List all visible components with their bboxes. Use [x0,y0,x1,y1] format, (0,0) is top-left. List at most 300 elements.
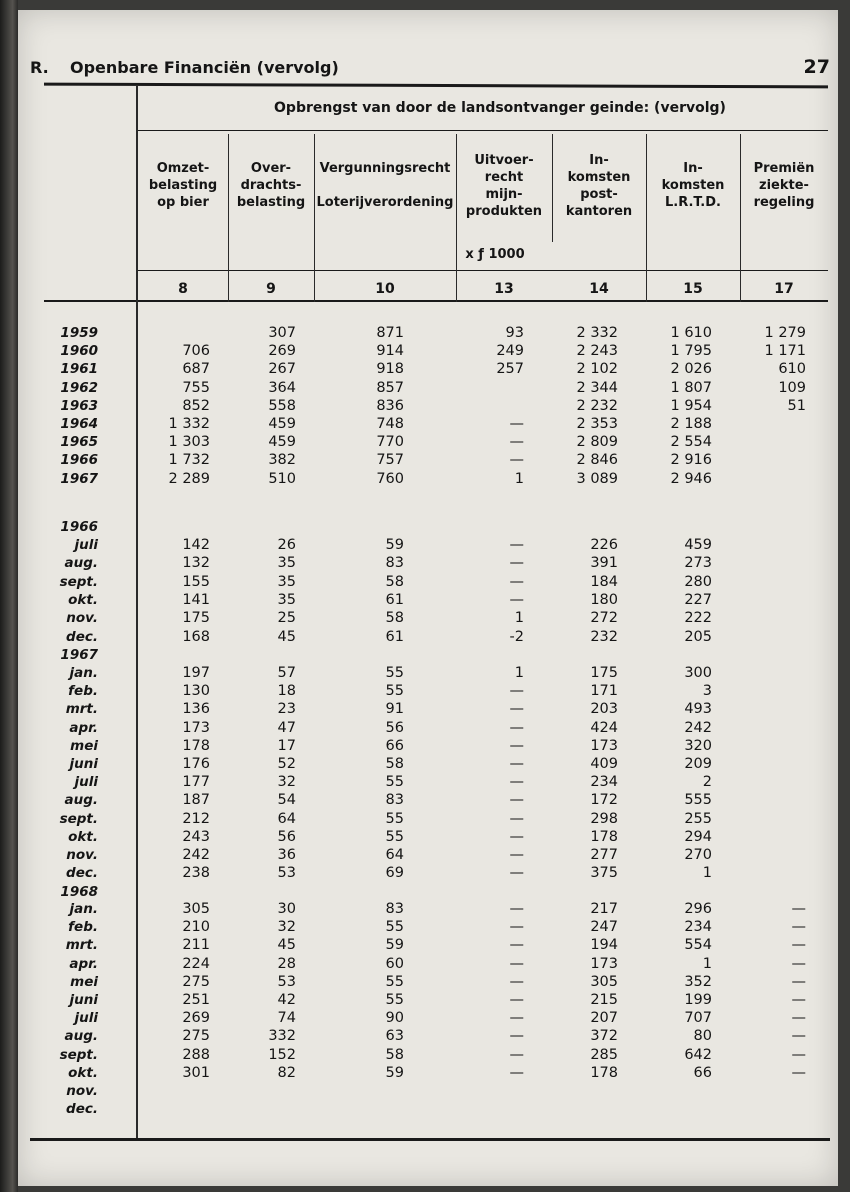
table-cell: 277 [590,847,618,863]
table-cell: 56 [277,828,296,845]
table-cell: — [509,1046,524,1063]
table-cell: 232 [590,628,618,645]
table-cell: 175 [590,665,618,681]
table-cell: 251 [182,992,210,1008]
table-cell: 642 [684,1046,712,1063]
table-cell: 61 [385,591,404,608]
table-cell: 59 [385,937,404,954]
table-row [0,324,850,342]
table-row [0,719,850,737]
table-row [0,1100,850,1118]
table-cell: 60 [385,955,404,972]
table-cell: 707 [684,1010,712,1027]
table-cell: 53 [277,865,296,882]
table-cell: 54 [277,792,296,809]
table-cell: 175 [182,610,210,627]
row-label: dec. [66,1101,98,1118]
column-header-line: mijn- [485,187,523,202]
table-cell: 32 [277,774,296,791]
table-row [0,415,850,433]
table-cell: — [509,847,524,863]
row-label: juni [69,756,98,772]
table-cell: 55 [385,919,404,936]
table-cell: — [509,701,524,718]
table-cell: 227 [684,591,712,608]
table-cell: 372 [590,1028,618,1045]
table-cell: 61 [385,628,404,645]
index-bottom-rule [44,300,828,302]
table-cell: 2 916 [670,452,712,469]
table-cell: 155 [182,573,210,590]
index-top-rule [138,270,828,271]
table-cell: 364 [268,379,296,396]
col-line-6 [740,134,741,302]
table-cell: 307 [268,325,296,341]
column-header-line: regeling [753,195,815,210]
row-label: 1962 [60,379,98,396]
table-cell: 132 [182,555,210,572]
table-cell: — [509,683,524,700]
table-cell: 706 [182,343,210,360]
table-cell: 66 [693,1064,712,1081]
table-cell: 176 [182,756,210,772]
table-row [0,828,850,846]
table-cell: — [509,919,524,936]
row-label: 1960 [60,343,98,360]
table-row [0,1009,850,1027]
column-header-4 [458,152,550,220]
table-cell: — [791,973,806,990]
table-cell: 871 [376,325,404,341]
col-line-2 [314,134,315,302]
column-header-line: L.R.T.D. [665,195,721,210]
table-cell: 234 [590,774,618,791]
table-row [0,773,850,791]
table-cell: 2 846 [576,452,618,469]
table-cell: — [791,1064,806,1081]
table-cell: 1 279 [764,325,806,341]
row-label: feb. [68,683,98,700]
col-line-1 [228,134,229,302]
table-cell: 2 809 [576,434,618,451]
table-cell: 257 [496,361,524,378]
column-header-line [316,177,454,194]
table-cell: 2 243 [576,343,618,360]
table-row [0,918,850,936]
table-cell: 914 [376,343,404,360]
row-label: nov. [66,847,98,863]
table-cell: 83 [385,792,404,809]
table-cell: 83 [385,555,404,572]
table-cell: 25 [277,610,296,627]
row-label: dec. [66,628,98,645]
table-cell: 255 [684,810,712,827]
column-header-line: Vergunningsrecht [319,161,451,176]
column-index-5: 14 [589,281,609,297]
table-cell: 18 [277,683,296,700]
table-cell: 180 [590,591,618,608]
table-cell: 58 [385,1046,404,1063]
table-cell: 382 [268,452,296,469]
table-cell: 215 [590,992,618,1008]
table-cell: — [509,452,524,469]
table-cell: 409 [590,756,618,772]
table-cell: — [509,573,524,590]
table-cell: 459 [268,416,296,432]
table-cell: — [791,901,806,917]
table-cell: 211 [182,937,210,954]
table-cell: 510 [268,470,296,487]
table-cell: — [509,591,524,608]
column-index-7: 17 [774,281,794,297]
col-line-4 [552,134,553,242]
table-cell: 171 [590,683,618,700]
table-cell: — [509,937,524,954]
table-cell: 194 [590,937,618,954]
column-header-1 [140,160,226,211]
table-row [0,1082,850,1100]
table-cell: 59 [385,1064,404,1081]
section-letter: R. [30,58,49,77]
table-cell: 2 332 [576,325,618,341]
column-header-line: post- [580,187,618,202]
table-row [0,900,850,918]
table-cell: 1 732 [168,452,210,469]
col-line-5 [646,134,647,302]
table-cell: 836 [376,397,404,414]
table-cell: 69 [385,865,404,882]
table-cell: 275 [182,1028,210,1045]
table-row [0,342,850,360]
row-label: 1966 [60,452,98,469]
table-row [0,973,850,991]
table-cell: 130 [182,683,210,700]
table-row [0,646,850,664]
table-cell: 770 [376,434,404,451]
row-label: jan. [69,901,98,917]
table-cell: 1 [514,610,524,627]
table-cell: 177 [182,774,210,791]
table-cell: 35 [277,591,296,608]
table-cell: 35 [277,573,296,590]
table-cell: 3 [702,683,712,700]
table-cell: 45 [277,937,296,954]
table-cell: 610 [778,361,806,378]
row-label: jan. [69,665,98,681]
table-cell: 212 [182,810,210,827]
table-cell: — [509,792,524,809]
table-cell: 2 554 [670,434,712,451]
table-cell: 269 [182,1010,210,1027]
table-cell: 493 [684,701,712,718]
table-cell: 58 [385,756,404,772]
table-row [0,846,850,864]
row-label: nov. [66,1083,98,1099]
table-cell: 296 [684,901,712,917]
bleed-through [140,100,144,114]
table-cell: 1 795 [670,343,712,360]
row-label: okt. [68,828,98,845]
table-cell: 184 [590,573,618,590]
table-cell: 285 [590,1046,618,1063]
row-label: apr. [69,719,98,736]
table-row [0,518,850,536]
table-cell: — [509,1064,524,1081]
table-row [0,955,850,973]
table-cell: — [791,919,806,936]
table-cell: 55 [385,992,404,1008]
table-cell: 30 [277,901,296,917]
row-label: sept. [59,1046,98,1063]
table-cell: 2 289 [168,470,210,487]
column-index-3: 10 [375,281,395,297]
col-line-3 [456,134,457,302]
table-cell: 55 [385,665,404,681]
column-header-line: Omzet- [156,161,210,176]
table-cell: 273 [684,555,712,572]
table-cell: 178 [590,1064,618,1081]
table-cell: — [509,555,524,572]
table-cell: 275 [182,973,210,990]
table-cell: 141 [182,591,210,608]
table-row [0,737,850,755]
row-label: 1959 [60,325,98,341]
table-cell: 555 [684,792,712,809]
table-cell: 755 [182,379,210,396]
column-index-2: 9 [266,281,276,297]
table-cell: 332 [268,1028,296,1045]
table-cell: 42 [277,992,296,1008]
table-cell: 173 [182,719,210,736]
table-cell: 109 [778,379,806,396]
table-cell: 91 [385,701,404,718]
table-cell: 55 [385,774,404,791]
table-cell: — [509,955,524,972]
table-cell: 687 [182,361,210,378]
table-cell: — [509,537,524,553]
table-cell: 269 [268,343,296,360]
row-label: juli [74,537,98,553]
table-cell: 748 [376,416,404,432]
table-row [0,682,850,700]
row-label: aug. [64,555,98,572]
table-cell: — [791,1046,806,1063]
table-cell: 852 [182,397,210,414]
table-cell: 64 [385,847,404,863]
column-header-line: In- [683,161,703,176]
table-cell: — [509,756,524,772]
table-cell: 209 [684,756,712,772]
table-row [0,628,850,646]
table-cell: -2 [509,628,524,645]
table-row [0,1064,850,1082]
row-label: 1964 [60,416,98,432]
table-cell: 32 [277,919,296,936]
table-row [0,1027,850,1045]
row-label: mei [70,973,98,990]
table-cell: 217 [590,901,618,917]
column-header-line: ziekte- [759,178,809,193]
table-cell: 3 089 [576,470,618,487]
row-label: okt. [68,1064,98,1081]
table-row [0,397,850,415]
table-cell: 1 [702,865,712,882]
column-header-line: produkten [465,204,543,219]
row-label: juli [74,1010,98,1027]
table-cell: 375 [590,865,618,882]
column-header-3 [316,160,454,211]
table-cell: 298 [590,810,618,827]
table-cell: — [509,1010,524,1027]
table-row [0,573,850,591]
table-cell: 173 [590,955,618,972]
table-cell: 918 [376,361,404,378]
table-cell: 320 [684,737,712,754]
table-cell: 80 [693,1028,712,1045]
table-cell: 26 [277,537,296,553]
column-header-line: Uitvoer- [474,153,534,168]
column-header-line: drachts- [240,178,302,193]
table-cell: 66 [385,737,404,754]
table-row [0,536,850,554]
column-index-6: 15 [683,281,703,297]
table-row [0,554,850,572]
page-title: Openbare Financiën (vervolg) [70,58,339,77]
table-row [0,591,850,609]
column-header-line: belasting [148,178,218,193]
table-cell: — [509,434,524,451]
table-cell: — [509,719,524,736]
table-cell: 45 [277,628,296,645]
table-cell: 55 [385,683,404,700]
table-row [0,755,850,773]
table-row [0,700,850,718]
row-label: juni [69,992,98,1008]
table-cell: 142 [182,537,210,553]
table-cell: 23 [277,701,296,718]
table-cell: 242 [182,847,210,863]
table-cell: 2 102 [576,361,618,378]
table-cell: 168 [182,628,210,645]
table-cell: 238 [182,865,210,882]
table-row [0,810,850,828]
table-cell: 173 [590,737,618,754]
table-cell: 234 [684,919,712,936]
table-cell: — [509,774,524,791]
table-cell: 554 [684,937,712,954]
table-cell: 1 171 [764,343,806,360]
row-label: mrt. [65,937,98,954]
column-header-line: recht [484,170,524,185]
table-cell: 178 [182,737,210,754]
table-cell: 1 807 [670,379,712,396]
table-cell: 47 [277,719,296,736]
table-cell: 305 [590,973,618,990]
table-cell: 74 [277,1010,296,1027]
table-row [0,883,850,901]
row-label: 1967 [60,470,98,487]
table-cell: 270 [684,847,712,863]
table-cell: — [509,973,524,990]
table-cell: 294 [684,828,712,845]
table-cell: 267 [268,361,296,378]
table-cell: 178 [590,828,618,845]
row-label: apr. [69,955,98,972]
table-cell: — [791,992,806,1008]
table-cell: 243 [182,828,210,845]
table-row [0,360,850,378]
footer-rule [30,1138,830,1141]
row-label: 1961 [60,361,98,378]
column-header-7 [742,160,826,211]
table-row [0,609,850,627]
table-cell: 288 [182,1046,210,1063]
column-header-line: belasting [236,195,306,210]
supertitle-rule [138,130,828,131]
table-cell: 207 [590,1010,618,1027]
table-cell: 63 [385,1028,404,1045]
table-cell: — [791,1028,806,1045]
table-cell: 2 026 [670,361,712,378]
column-index-4: 13 [494,281,514,297]
table-row [0,379,850,397]
column-header-line: kantoren [565,204,633,219]
table-cell: 272 [590,610,618,627]
table-cell: 172 [590,792,618,809]
table-cell: — [509,828,524,845]
row-label: nov. [66,610,98,627]
table-supertitle: Opbrengst van door de landsontvanger geinde: (vervolg) [274,100,726,116]
table-cell: — [509,901,524,917]
table-row [0,451,850,469]
table-cell: 1 [514,470,524,487]
table-cell: 424 [590,719,618,736]
table-cell: 224 [182,955,210,972]
table-cell: 199 [684,992,712,1008]
table-cell: 1 332 [168,416,210,432]
column-header-line: In- [589,153,609,168]
table-cell: — [791,955,806,972]
table-cell: 857 [376,379,404,396]
table-cell: 203 [590,701,618,718]
table-cell: 57 [277,665,296,681]
table-cell: 2 946 [670,470,712,487]
row-label: juli [74,774,98,791]
column-index-1: 8 [178,281,188,297]
table-cell: 55 [385,828,404,845]
row-label: aug. [64,1028,98,1045]
table-cell: 757 [376,452,404,469]
table-cell: 305 [182,901,210,917]
table-cell: 55 [385,810,404,827]
row-label: mrt. [65,701,98,718]
table-row [0,991,850,1009]
column-header-6 [648,160,738,211]
table-cell: 56 [385,719,404,736]
table-cell: — [791,937,806,954]
table-row [0,791,850,809]
table-cell: 391 [590,555,618,572]
row-label: 1967 [60,647,98,663]
row-label: 1963 [60,397,98,414]
table-cell: 2 188 [670,416,712,432]
table-cell: 301 [182,1064,210,1081]
table-cell: 93 [505,325,524,341]
table-row [0,864,850,882]
table-cell: 226 [590,537,618,553]
row-label: mei [70,737,98,754]
table-row [0,470,850,488]
